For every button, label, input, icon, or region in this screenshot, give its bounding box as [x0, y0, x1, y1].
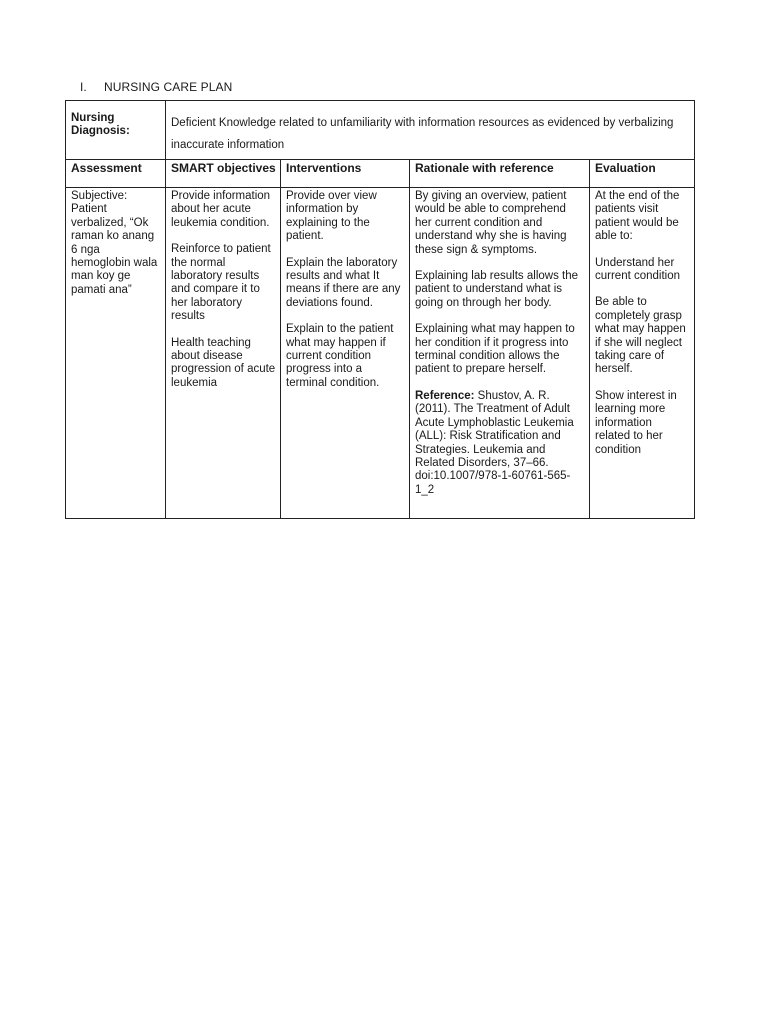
interventions-cell [281, 188, 410, 519]
diagnosis-text: Deficient Knowledge related to unfamiliarity with information resources as evidenced by verbalizing inaccurate information [166, 101, 695, 160]
column-header-interventions: Interventions [281, 160, 410, 188]
rationale-item: By giving an overview, patient would be able to comprehend her current condition and understand why she is having these sign & symptoms. [415, 190, 567, 256]
evaluation-cell [590, 188, 695, 519]
column-header-objectives: SMART objectives [166, 160, 281, 188]
intervention-item: Explain to the patient what may happen if current condition progress into a terminal condition. [286, 323, 394, 389]
diagnosis-row [66, 101, 695, 160]
column-header-row [66, 160, 695, 188]
diagnosis-label: Nursing Diagnosis: [66, 101, 166, 160]
care-plan-body-row [66, 188, 695, 519]
column-header-evaluation: Evaluation [590, 160, 695, 188]
evaluation-item: Be able to completely grasp what may happen if she will neglect taking care of herself. [595, 296, 686, 376]
rationale-item: Explaining what may happen to her condition if it progress into terminal condition allows the patient to prepare herself. [415, 323, 575, 376]
objectives-cell [166, 188, 281, 519]
assessment-text: Subjective: Patient verbalized, “Ok raman ko anang 6 nga hemoglobin wala man koy ge pamati ana” [71, 190, 158, 296]
intervention-item: Provide over view information by explaining to the patient. [286, 190, 377, 243]
column-header-rationale: Rationale with reference [410, 160, 590, 188]
assessment-cell [66, 188, 166, 519]
rationale-cell [410, 188, 590, 519]
section-heading [80, 80, 232, 94]
reference-citation [415, 390, 585, 497]
nursing-care-plan-table [65, 100, 695, 519]
objective-item: Provide information about her acute leukemia condition. [171, 190, 271, 229]
rationale-item: Explaining lab results allows the patient to understand what is going on through her body. [415, 270, 579, 309]
intervention-item: Explain the laboratory results and what It means if there are any deviations found. [286, 256, 401, 309]
column-header-assessment: Assessment [66, 160, 166, 188]
objective-item: Health teaching about disease progression of acute leukemia [171, 336, 276, 389]
section-number: I. [80, 80, 87, 94]
section-title: NURSING CARE PLAN [104, 80, 233, 94]
reference-label: Reference: [415, 389, 475, 402]
evaluation-item: At the end of the patients visit patient would be able to: [595, 190, 680, 243]
evaluation-item: Show interest in learning more information related to her condition [595, 389, 677, 456]
evaluation-item: Understand her current condition [595, 256, 681, 283]
reference-text: Shustov, A. R. (2011). The Treatment of Adult Acute Lymphoblastic Leukemia (ALL): Risk Stratification and Strategies. Leukemia and Related Disorders, 37–66. doi:10.1007/978-1-60761-565-1_2 [415, 389, 574, 496]
objective-item: Reinforce to patient the normal laboratory results and compare it to her laboratory results [171, 243, 271, 323]
